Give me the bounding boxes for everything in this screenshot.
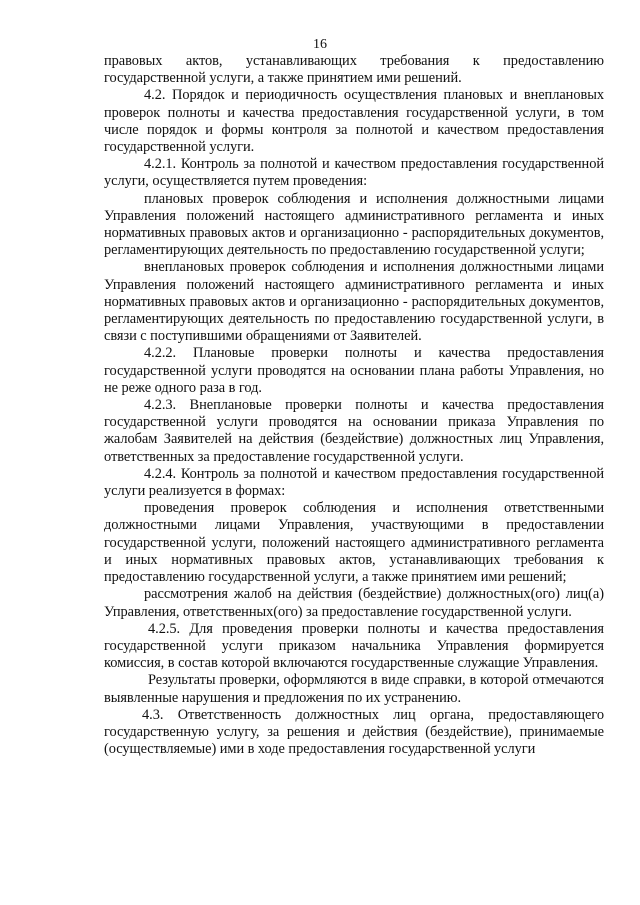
paragraph-4-2-3: 4.2.3. Внеплановые проверки полноты и качества предоставления государственной услуги проводятся на основании приказа Управления по жалобам Заявителей на действия (бездействие) должностных лиц Управления, ответственных за предоставление государственной услуги.: [104, 397, 604, 465]
document-body: [104, 53, 604, 758]
paragraph-planned-checks: плановых проверок соблюдения и исполнения должностными лицами Управления положений настоящего административного регламента и иных нормативных правовых актов и организационно - распорядительных документов, регламентирующих деятельность по предоставлению государственной услуги;: [104, 190, 604, 259]
paragraph-4-2-2: 4.2.2. Плановые проверки полноты и качества предоставления государственной услуги проводятся на основании плана работы Управления, но не реже одного раза в год.: [104, 345, 604, 396]
paragraph-4-3: 4.3. Ответственность должностных лиц органа, предоставляющего государственную услугу, за решения и действия (бездействие), принимаемые (осуществляемые) ими в ходе предоставления государственной услуги: [104, 706, 604, 758]
paragraph-complaints: рассмотрения жалоб на действия (бездействие) должностных(ого) лиц(а) Управления, ответственных(ого) за предоставление государственной услуги.: [104, 586, 604, 620]
paragraph-4-2: 4.2. Порядок и периодичность осуществления плановых и внеплановых проверок полноты и качества предоставления государственной услуги, в том числе порядок и формы контроля за полнотой и качеством предоставления государственной услуги.: [104, 87, 604, 156]
page-number: 16: [313, 37, 327, 52]
paragraph-4-2-5: 4.2.5. Для проведения проверки полноты и качества предоставления государственной услуги приказом начальника Управления формируется комиссия, в состав которой включаются государственные служащие Управления.: [104, 620, 604, 672]
paragraph-continuation: правовых актов, устанавливающих требования к предоставлению государственной услуги, а также принятием ими решений.: [104, 53, 604, 87]
paragraph-4-2-1: 4.2.1. Контроль за полнотой и качеством предоставления государственной услуги, осуществляется путем проведения:: [104, 156, 604, 190]
paragraph-unplanned-checks: внеплановых проверок соблюдения и исполнения должностными лицами Управления положений настоящего административного регламента и иных нормативных правовых актов и организационно - распорядительных документов, регламентирующих деятельность по предоставлению государственной услуги, в связи с поступившими обращениями от Заявителей.: [104, 259, 604, 345]
paragraph-results: Результаты проверки, оформляются в виде справки, в которой отмечаются выявленные нарушения и предложения по их устранению.: [104, 672, 604, 706]
paragraph-conducting-checks: проведения проверок соблюдения и исполнения ответственными должностными лицами Управления, участвующими в предоставлении государственной услуги, положений настоящего административного регламента и иных нормативных правовых актов, устанавливающих требования к предоставлению государственной услуги, а также принятием ими решений;: [104, 500, 604, 586]
paragraph-4-2-4: 4.2.4. Контроль за полнотой и качеством предоставления государственной услуги реализуется в формах:: [104, 465, 604, 500]
